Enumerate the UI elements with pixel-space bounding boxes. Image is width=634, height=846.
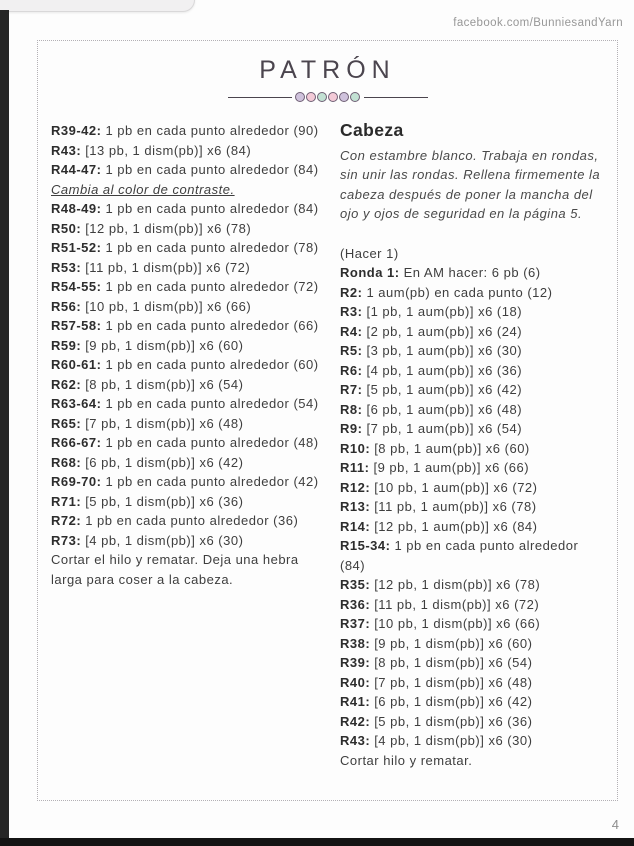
row-label: R9: bbox=[340, 421, 363, 436]
pattern-row bbox=[340, 341, 605, 361]
row-text: [11 pb, 1 dism(pb)] x6 (72) bbox=[374, 596, 540, 612]
row-label: R44-47: bbox=[51, 162, 102, 177]
row-label: R13: bbox=[340, 499, 371, 514]
row-label: R73: bbox=[51, 532, 82, 548]
pattern-row bbox=[51, 472, 324, 492]
row-label: R12: bbox=[340, 479, 371, 495]
pattern-row bbox=[340, 634, 605, 654]
row-text: 1 pb en cada punto alrededor (36) bbox=[85, 513, 299, 528]
row-text: En AM hacer: 6 pb (6) bbox=[403, 265, 541, 280]
row-label: R5: bbox=[340, 343, 363, 358]
pattern-row bbox=[51, 238, 324, 258]
pattern-row bbox=[340, 731, 605, 751]
pattern-row bbox=[340, 517, 605, 537]
row-label: R42: bbox=[340, 713, 371, 729]
row-text: [4 pb, 1 dism(pb)] x6 (30) bbox=[374, 733, 533, 748]
row-text: [6 pb, 1 dism(pb)] x6 (42) bbox=[374, 694, 533, 709]
row-label: R35: bbox=[340, 577, 371, 592]
pattern-row bbox=[51, 394, 324, 414]
row-label: R69-70: bbox=[51, 474, 102, 489]
row-label: R4: bbox=[340, 323, 363, 339]
divider-dot-icon bbox=[328, 92, 338, 102]
pattern-row bbox=[340, 497, 605, 517]
row-text: 1 pb en cada punto alrededor (84) bbox=[105, 162, 319, 177]
row-text: [9 pb, 1 dism(pb)] x6 (60) bbox=[374, 635, 533, 651]
row-label: R15-34: bbox=[340, 538, 391, 553]
row-text: 1 pb en cada punto alrededor (84) bbox=[340, 538, 579, 573]
row-text: 1 pb en cada punto alrededor (60) bbox=[105, 357, 319, 372]
row-text: [10 pb, 1 dism(pb)] x6 (66) bbox=[85, 298, 252, 314]
row-label: R3: bbox=[340, 304, 363, 319]
row-label: R57-58: bbox=[51, 318, 102, 333]
row-label: R14: bbox=[340, 518, 371, 534]
pattern-row bbox=[340, 361, 605, 381]
row-label: R10: bbox=[340, 440, 371, 456]
row-label: R7: bbox=[340, 382, 363, 397]
pattern-row bbox=[51, 316, 324, 336]
left-edge-bar bbox=[0, 10, 9, 846]
row-label: R53: bbox=[51, 259, 82, 275]
row-label: R40: bbox=[340, 674, 371, 690]
row-text: [8 pb, 1 aum(pb)] x6 (60) bbox=[374, 440, 530, 456]
row-text: [12 pb, 1 dism(pb)] x6 (78) bbox=[85, 220, 252, 236]
divider-dot-icon bbox=[306, 92, 316, 102]
row-label: R43: bbox=[51, 142, 82, 158]
right-column-rows bbox=[340, 263, 605, 751]
row-text: [6 pb, 1 dism(pb)] x6 (42) bbox=[85, 454, 244, 470]
row-label: R38: bbox=[340, 635, 371, 651]
pattern-row bbox=[51, 414, 324, 434]
row-text: [8 pb, 1 dism(pb)] x6 (54) bbox=[85, 376, 244, 392]
right-column-footer-note: Cortar hilo y rematar. bbox=[340, 752, 473, 768]
pattern-row bbox=[340, 692, 605, 712]
right-column bbox=[340, 121, 605, 770]
row-label: R63-64: bbox=[51, 396, 102, 411]
row-label: R39: bbox=[340, 655, 371, 670]
divider-line-right bbox=[364, 97, 428, 98]
pattern-row bbox=[51, 258, 324, 278]
pattern-row bbox=[340, 673, 605, 693]
pattern-row bbox=[340, 653, 605, 673]
pattern-row bbox=[340, 302, 605, 322]
row-label: R59: bbox=[51, 337, 82, 353]
pattern-row bbox=[51, 375, 324, 395]
pattern-row bbox=[51, 141, 324, 161]
pattern-row bbox=[51, 219, 324, 239]
row-text: [7 pb, 1 aum(pb)] x6 (54) bbox=[366, 421, 523, 436]
pattern-border-box bbox=[37, 40, 618, 801]
row-text: [5 pb, 1 dism(pb)] x6 (36) bbox=[85, 493, 244, 509]
pattern-row bbox=[340, 712, 605, 732]
row-text: 1 aum(pb) en cada punto (12) bbox=[366, 284, 553, 300]
row-text: 1 pb en cada punto alrededor (66) bbox=[105, 318, 319, 333]
row-label: R71: bbox=[51, 493, 82, 509]
pattern-row bbox=[340, 400, 605, 420]
row-text: [2 pb, 1 aum(pb)] x6 (24) bbox=[366, 323, 523, 339]
row-text: 1 pb en cada punto alrededor (42) bbox=[105, 474, 319, 489]
pattern-row bbox=[340, 478, 605, 498]
previous-page-corner bbox=[0, 0, 195, 12]
row-text: [6 pb, 1 aum(pb)] x6 (48) bbox=[366, 401, 523, 417]
pattern-columns bbox=[38, 121, 617, 770]
pattern-row bbox=[340, 595, 605, 615]
row-label: R39-42: bbox=[51, 123, 102, 138]
row-label: R50: bbox=[51, 220, 82, 236]
left-column-rows bbox=[51, 121, 324, 550]
title-divider bbox=[38, 92, 617, 102]
bottom-edge-bar bbox=[0, 838, 634, 846]
divider-dot-icon bbox=[295, 92, 305, 102]
row-text: [4 pb, 1 dism(pb)] x6 (30) bbox=[85, 532, 244, 548]
divider-dot-icon bbox=[350, 92, 360, 102]
row-text: 1 pb en cada punto alrededor (54) bbox=[105, 396, 319, 411]
row-text: 1 pb en cada punto alrededor (72) bbox=[105, 279, 319, 294]
pattern-row bbox=[340, 380, 605, 400]
row-label: R51-52: bbox=[51, 240, 102, 255]
row-label: R65: bbox=[51, 415, 82, 431]
pattern-row bbox=[340, 322, 605, 342]
facebook-page-link: facebook.com/BunniesandYarn bbox=[453, 17, 623, 29]
page-title: PATRÓN bbox=[259, 56, 396, 84]
divider-dots bbox=[295, 92, 361, 102]
pattern-row bbox=[51, 160, 324, 180]
pattern-row bbox=[340, 419, 605, 439]
row-text: 1 pb en cada punto alrededor (78) bbox=[105, 240, 319, 255]
pattern-row bbox=[340, 614, 605, 634]
row-text: [13 pb, 1 dism(pb)] x6 (84) bbox=[85, 142, 252, 158]
row-label: R48-49: bbox=[51, 201, 102, 216]
pattern-row bbox=[51, 433, 324, 453]
row-label: R41: bbox=[340, 694, 371, 709]
row-text: 1 pb en cada punto alrededor (90) bbox=[105, 123, 319, 138]
pattern-row bbox=[340, 536, 605, 575]
row-text: [1 pb, 1 aum(pb)] x6 (18) bbox=[366, 304, 523, 319]
row-text: [7 pb, 1 dism(pb)] x6 (48) bbox=[85, 415, 244, 431]
divider-dot-icon bbox=[317, 92, 327, 102]
pattern-row bbox=[51, 531, 324, 551]
row-text: [12 pb, 1 aum(pb)] x6 (84) bbox=[374, 518, 538, 534]
row-text: [10 pb, 1 dism(pb)] x6 (66) bbox=[374, 616, 541, 631]
pattern-row bbox=[51, 355, 324, 375]
divider-dot-icon bbox=[339, 92, 349, 102]
row-text: [7 pb, 1 dism(pb)] x6 (48) bbox=[374, 674, 533, 690]
row-label: R62: bbox=[51, 376, 82, 392]
row-text: [4 pb, 1 aum(pb)] x6 (36) bbox=[366, 362, 523, 378]
section-intro: Con estambre blanco. Trabaja en rondas, sin unir las rondas. Rellena firmemente la cabeza después de poner la mancha del ojo y ojos de seguridad en la página 5. bbox=[340, 147, 601, 221]
row-label: R56: bbox=[51, 298, 82, 314]
row-label: R43: bbox=[340, 733, 371, 748]
make-count: (Hacer 1) bbox=[340, 245, 399, 261]
left-column bbox=[51, 121, 324, 770]
pattern-row bbox=[340, 283, 605, 303]
row-label: R60-61: bbox=[51, 357, 102, 372]
pattern-row bbox=[340, 263, 605, 283]
row-label: R68: bbox=[51, 454, 82, 470]
row-text: [5 pb, 1 aum(pb)] x6 (42) bbox=[366, 382, 523, 397]
row-text: 1 pb en cada punto alrededor (84) bbox=[105, 201, 319, 216]
pattern-row bbox=[340, 458, 605, 478]
pattern-row bbox=[340, 575, 605, 595]
row-label: R66-67: bbox=[51, 435, 102, 450]
pattern-row bbox=[51, 180, 324, 200]
row-text: [11 pb, 1 dism(pb)] x6 (72) bbox=[85, 259, 251, 275]
pattern-row bbox=[51, 336, 324, 356]
row-label: R36: bbox=[340, 596, 371, 612]
row-text: 1 pb en cada punto alrededor (48) bbox=[105, 435, 319, 450]
row-text: [9 pb, 1 dism(pb)] x6 (60) bbox=[85, 337, 244, 353]
row-text: [11 pb, 1 aum(pb)] x6 (78) bbox=[374, 499, 537, 514]
row-label: R2: bbox=[340, 284, 363, 300]
section-heading: Cabeza bbox=[340, 120, 404, 140]
row-label: R8: bbox=[340, 401, 363, 417]
pattern-row bbox=[51, 511, 324, 531]
row-text: Cambia al color de contraste. bbox=[51, 181, 235, 197]
pattern-row bbox=[51, 492, 324, 512]
pattern-row bbox=[51, 199, 324, 219]
pattern-row bbox=[51, 277, 324, 297]
row-label: R11: bbox=[340, 460, 370, 475]
row-label: R72: bbox=[51, 513, 82, 528]
pattern-row bbox=[340, 439, 605, 459]
left-column-footer-note: Cortar el hilo y rematar. Deja una hebra larga para coser a la cabeza. bbox=[51, 552, 299, 587]
row-text: [3 pb, 1 aum(pb)] x6 (30) bbox=[366, 343, 523, 358]
row-text: [12 pb, 1 dism(pb)] x6 (78) bbox=[374, 577, 541, 592]
divider-line-left bbox=[228, 97, 292, 98]
row-text: [8 pb, 1 dism(pb)] x6 (54) bbox=[374, 655, 533, 670]
pattern-row bbox=[51, 297, 324, 317]
pattern-row bbox=[51, 121, 324, 141]
row-text: [10 pb, 1 aum(pb)] x6 (72) bbox=[374, 479, 538, 495]
row-label: R37: bbox=[340, 616, 371, 631]
row-label: Ronda 1: bbox=[340, 265, 400, 280]
row-label: R54-55: bbox=[51, 279, 102, 294]
row-label: R6: bbox=[340, 362, 363, 378]
page-number: 4 bbox=[611, 817, 619, 832]
pattern-row bbox=[51, 453, 324, 473]
row-text: [5 pb, 1 dism(pb)] x6 (36) bbox=[374, 713, 533, 729]
row-text: [9 pb, 1 aum(pb)] x6 (66) bbox=[373, 460, 530, 475]
